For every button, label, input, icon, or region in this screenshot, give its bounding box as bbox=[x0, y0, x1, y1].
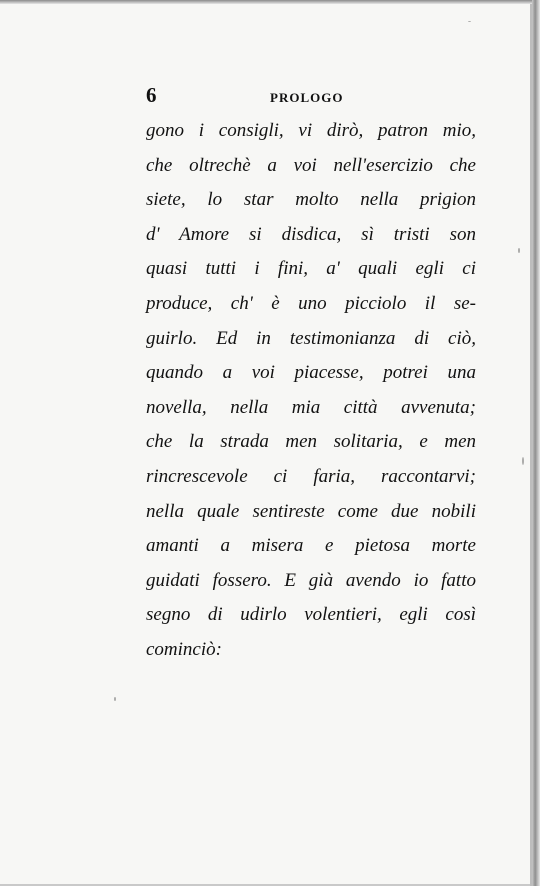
text-line: quasi tutti i fini, a' quali egli ci bbox=[146, 258, 476, 280]
page-number: 6 bbox=[146, 83, 157, 107]
paper-speck bbox=[522, 457, 524, 465]
text-line: rincrescevole ci faria, raccontarvi; bbox=[146, 465, 476, 487]
text-line: nella quale sentireste come due nobili bbox=[146, 500, 476, 522]
book-binding-edge bbox=[532, 0, 540, 886]
page-top-edge bbox=[0, 0, 532, 4]
text-line: che la strada men solitaria, e men bbox=[146, 431, 476, 453]
paper-speck bbox=[468, 21, 471, 22]
text-line: d' Amore si disdica, sì tristi son bbox=[146, 223, 476, 245]
page-header bbox=[146, 85, 492, 109]
text-line: guidati fossero. E già avendo io fatto bbox=[146, 569, 476, 591]
text-line: siete, lo star molto nella prigion bbox=[146, 189, 476, 211]
text-line: che oltrechè a voi nell'esercizio che bbox=[146, 154, 476, 176]
text-line: gono i consigli, vi dirò, patron mio, bbox=[146, 120, 476, 141]
body-text bbox=[146, 114, 476, 668]
running-head: PROLOGO bbox=[270, 90, 344, 105]
paper-speck bbox=[114, 697, 116, 701]
text-line: amanti a misera e pietosa morte bbox=[146, 535, 476, 557]
text-line: produce, ch' è uno picciolo il se- bbox=[146, 292, 476, 314]
paper-speck bbox=[518, 248, 520, 253]
text-line: guirlo. Ed in testimonianza di ciò, bbox=[146, 327, 476, 349]
text-line: cominciò: bbox=[146, 638, 222, 660]
text-line: novella, nella mia città avvenuta; bbox=[146, 396, 476, 418]
text-line: segno di udirlo volentieri, egli così bbox=[146, 604, 476, 626]
text-line: quando a voi piacesse, potrei una bbox=[146, 362, 476, 384]
